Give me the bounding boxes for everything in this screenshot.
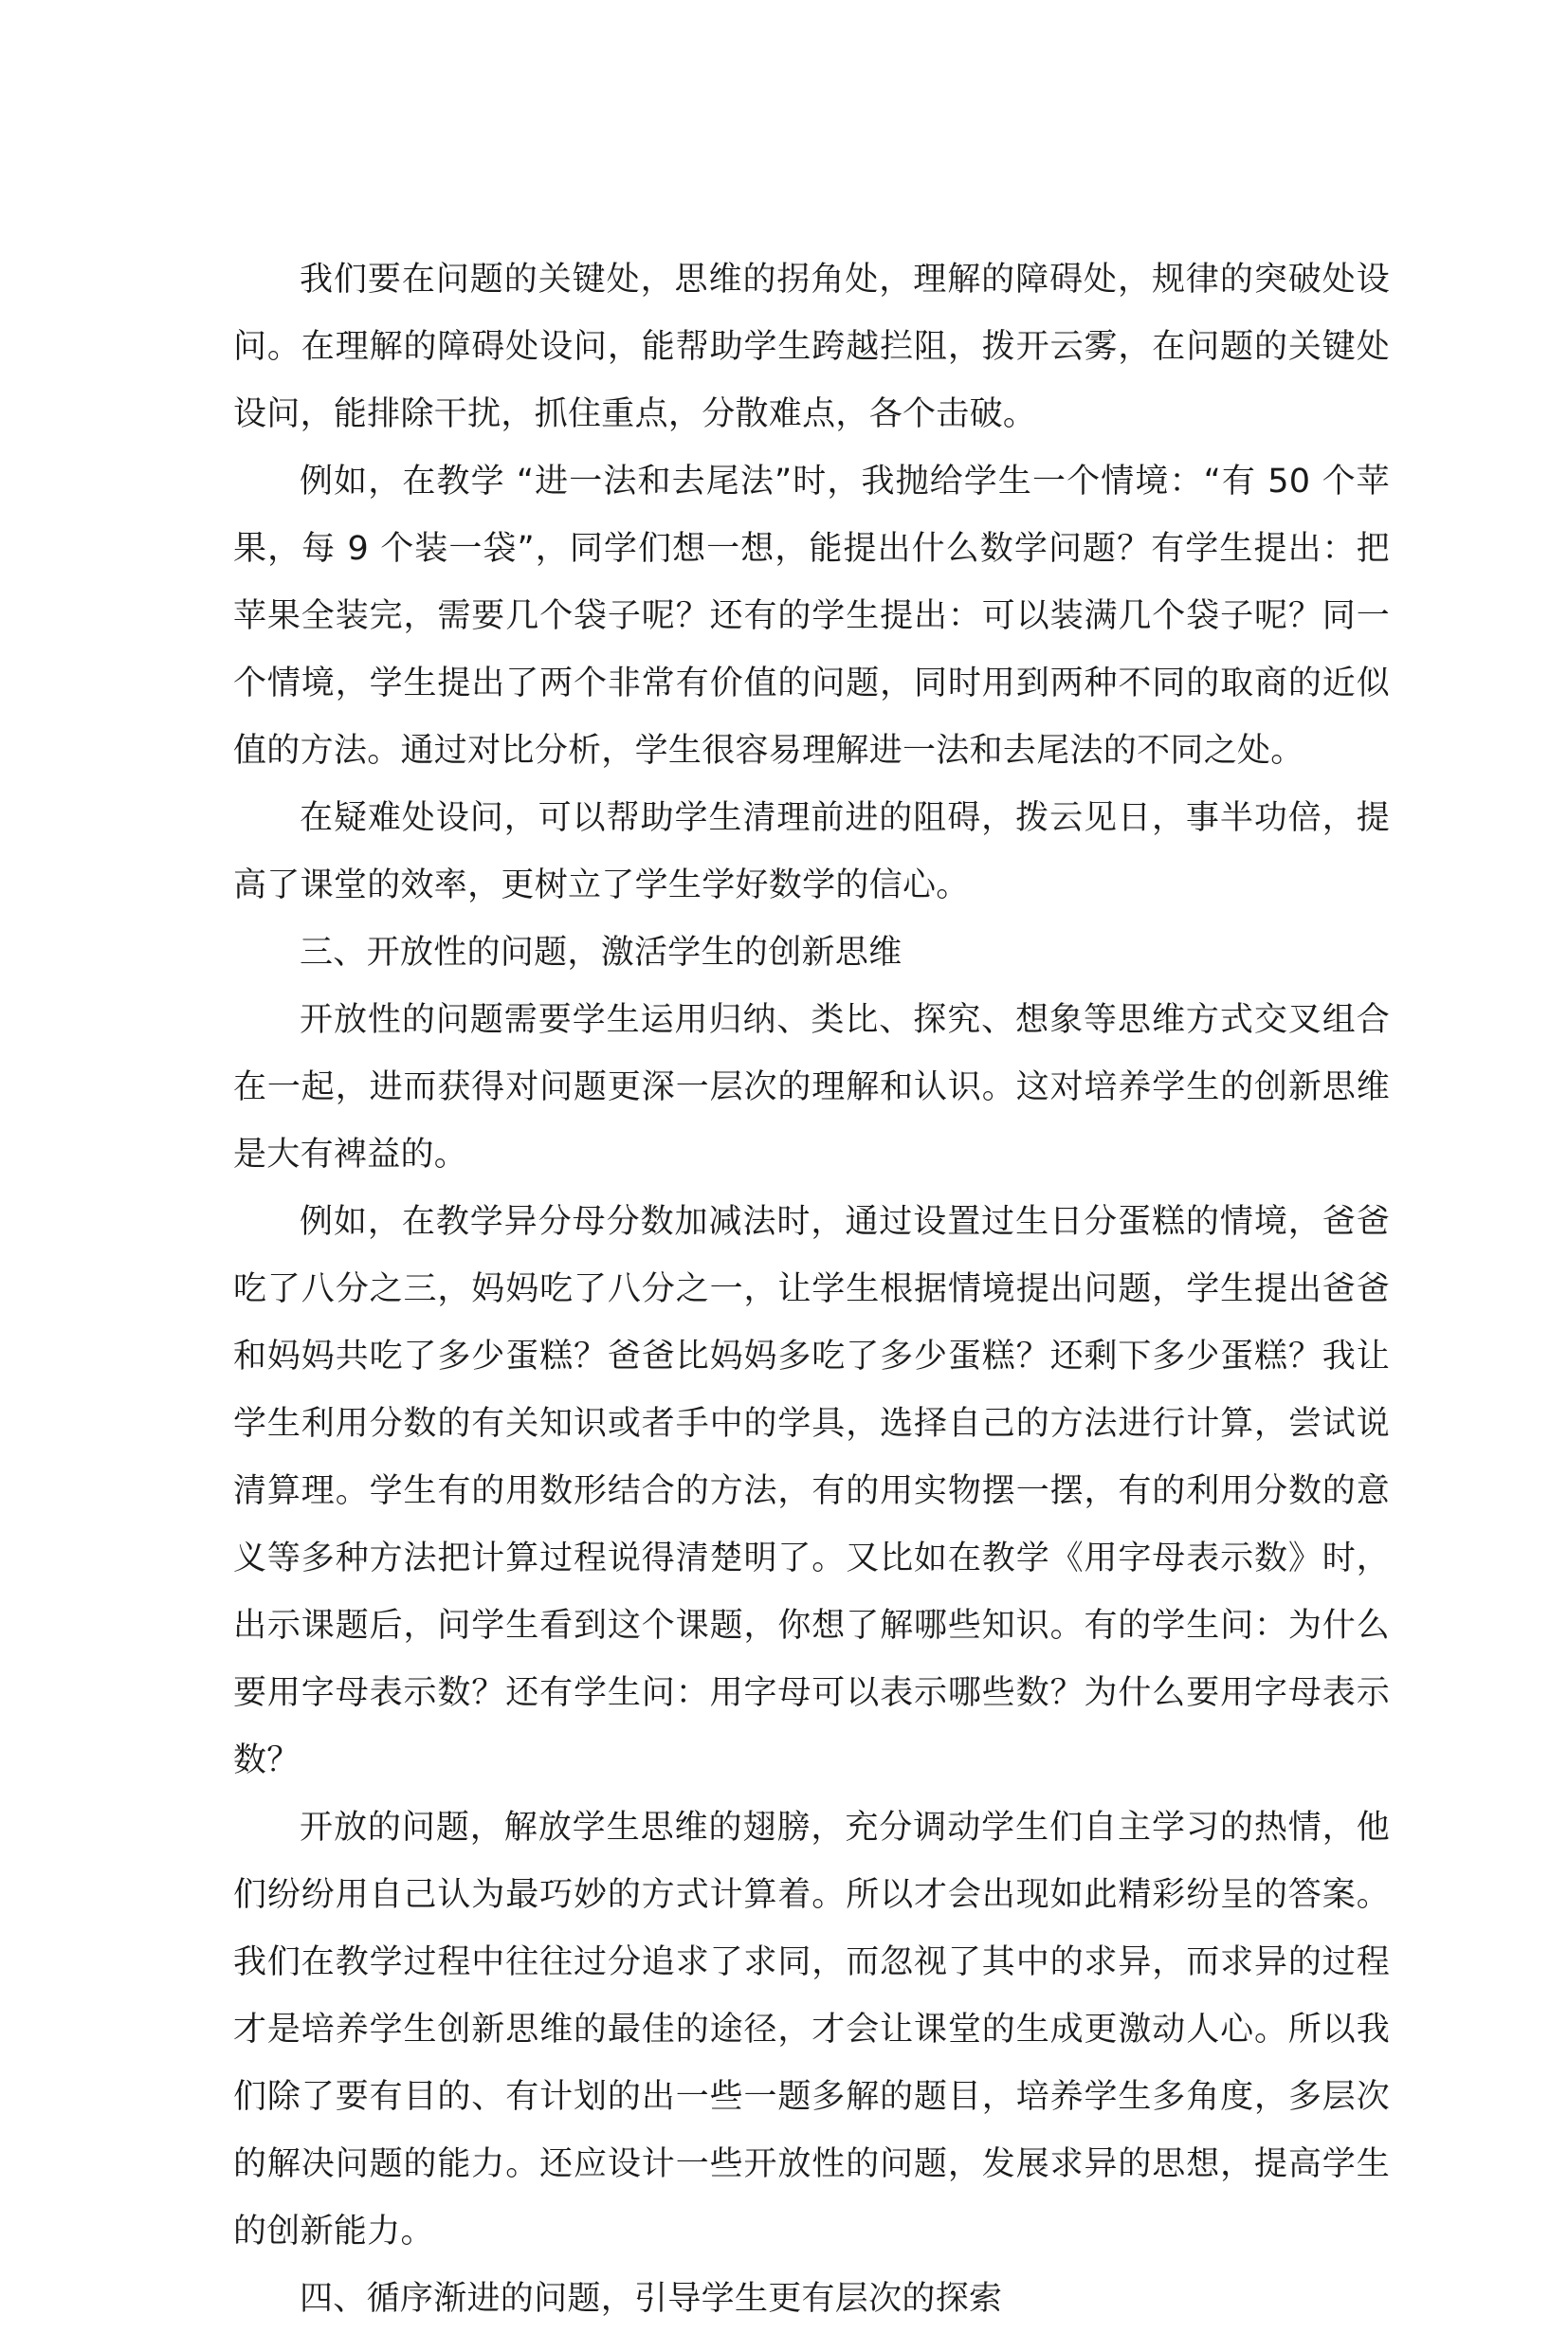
paragraph-difficulty-questioning: 在疑难处设问，可以帮助学生清理前进的阻碍，拨云见日，事半功倍，提高了课堂的效率，更树立了学生学好数学的信心。 [233,799,1390,904]
section-heading-4: 四、循序渐进的问题，引导学生更有层次的探索 [300,2280,1003,2318]
paragraph-open-benefits: 开放的问题，解放学生思维的翅膀，充分调动学生们自主学习的热情，他们纷纷用自己认为最巧妙的方式计算着。所以才会出现如此精彩纷呈的答案。我们在教学过程中往往过分追求了求同，而忽视了其中的求异，而求异的过程才是培养学生创新思维的最佳的途径，才会让课堂的生成更激动人心。所以我们除了要有目的、有计划的出一些一题多解的题目，培养学生多角度，多层次的解决问题的能力。还应设计一些开放性的问题，发展求异的思想，提高学生的创新能力。 [233,1809,1390,2251]
section-heading-3: 三、开放性的问题，激活学生的创新思维 [300,934,903,972]
paragraph-open-questions: 开放性的问题需要学生运用归纳、类比、探究、想象等思维方式交叉组合在一起，进而获得对问题更深一层次的理解和认识。这对培养学生的创新思维是大有裨益的。 [233,1001,1390,1174]
document-body [233,246,1390,2333]
paragraph-key-questioning: 我们要在问题的关键处，思维的拐角处，理解的障碍处，规律的突破处设问。在理解的障碍处设问，能帮助学生跨越拦阻，拨开云雾，在问题的关键处设问，能排除干扰，抓住重点，分散难点，各个击破。 [233,261,1390,433]
paragraph-example-rounding: 例如，在教学 “进一法和去尾法”时，我抛给学生一个情境：“有 50 个苹果，每 9 个装一袋”，同学们想一想，能提出什么数学问题？有学生提出：把苹果全装完，需要几个袋子呢？还有的学生提出：可以装满几个袋子呢？同一个情境，学生提出了两个非常有价值的问题，同时用到两种不同的取商的近似值的方法。通过对比分析，学生很容易理解进一法和去尾法的不同之处。 [233,463,1390,770]
paragraph-example-fractions: 例如，在教学异分母分数加减法时，通过设置过生日分蛋糕的情境，爸爸吃了八分之三，妈妈吃了八分之一，让学生根据情境提出问题，学生提出爸爸和妈妈共吃了多少蛋糕？爸爸比妈妈多吃了多少蛋糕？还剩下多少蛋糕？我让学生利用分数的有关知识或者手中的学具，选择自己的方法进行计算，尝试说清算理。学生有的用数形结合的方法，有的用实物摆一摆，有的利用分数的意义等多种方法把计算过程说得清楚明了。又比如在教学《用字母表示数》时，出示课题后，问学生看到这个课题，你想了解哪些知识。有的学生问：为什么要用字母表示数？还有学生问：用字母可以表示哪些数？为什么要用字母表示数？ [233,1203,1390,1779]
